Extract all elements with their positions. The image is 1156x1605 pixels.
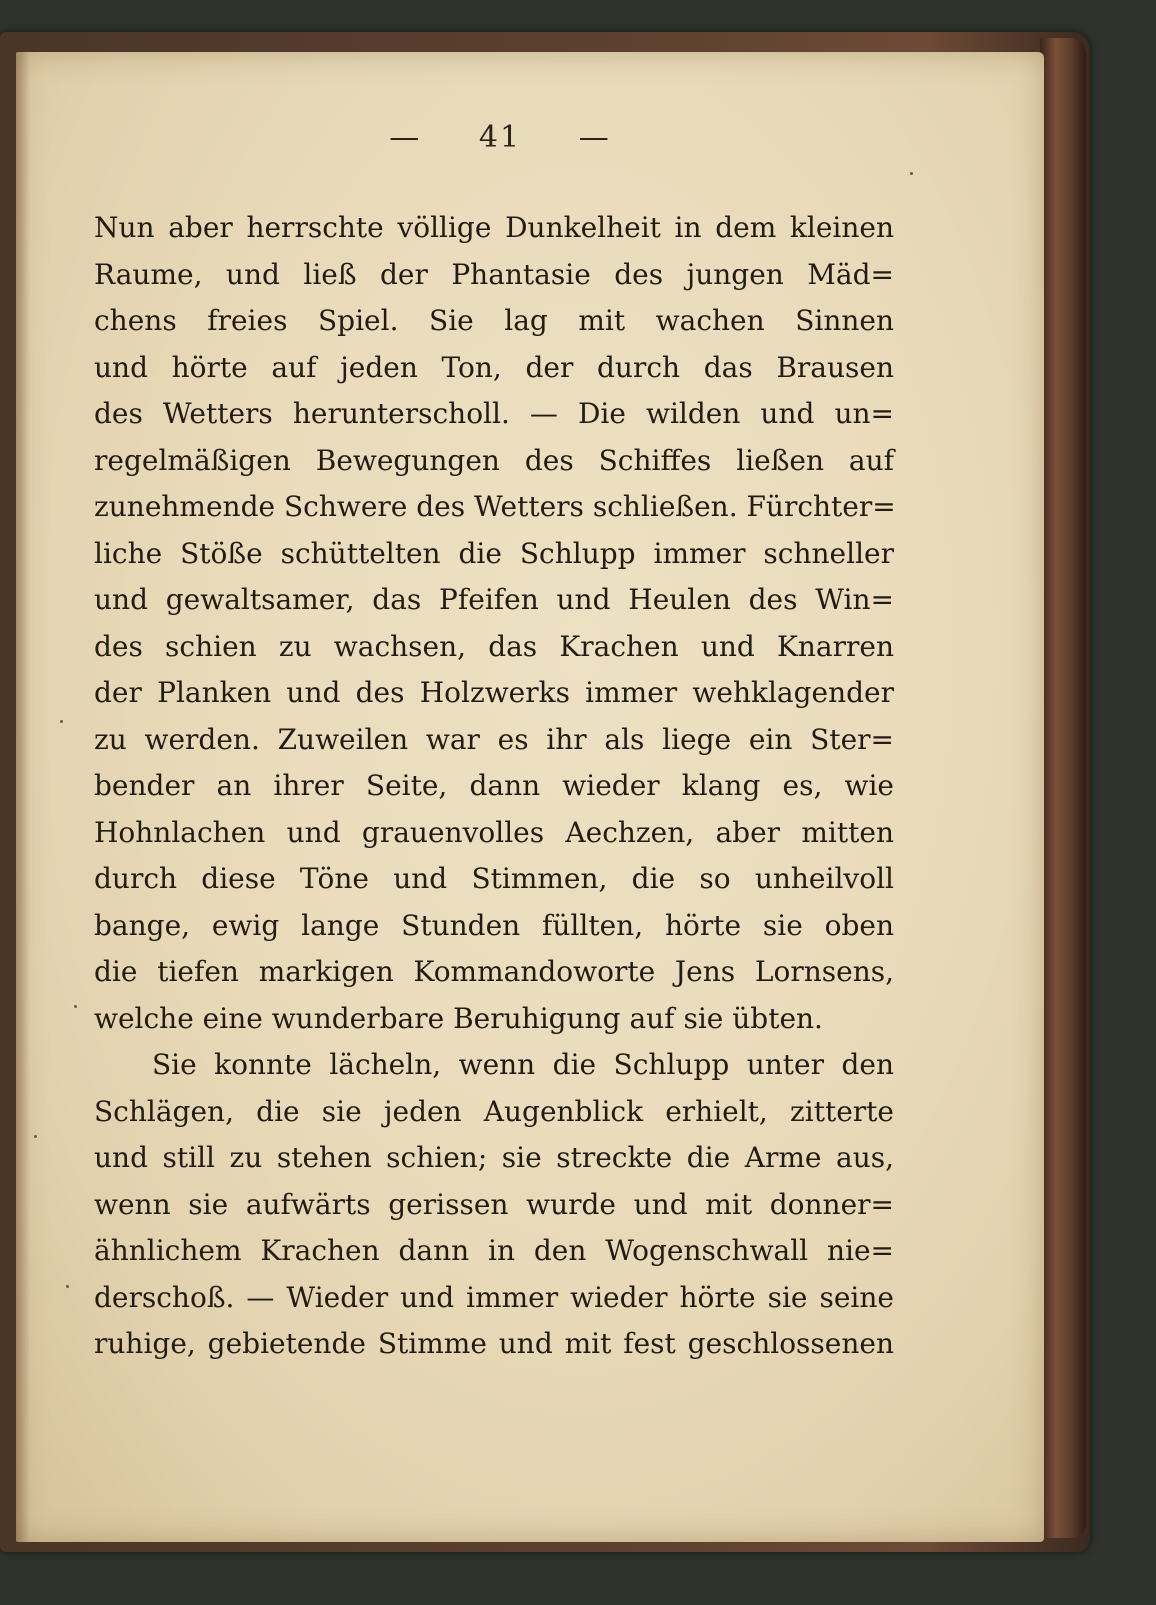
page-header xyxy=(0,120,1000,155)
page-spine-shadow xyxy=(16,52,30,1542)
text-line: und still zu stehen schien; sie streckte die Arme aus, xyxy=(94,1141,894,1174)
text-line: und gewaltsamer, das Pfeifen und Heulen des Win= xyxy=(94,583,894,616)
text-line: Schlägen, die sie jeden Augenblick erhielt, zitterte xyxy=(94,1094,894,1128)
header-dash-right: — xyxy=(578,120,611,155)
book-cover-edge xyxy=(1040,38,1086,1538)
text-line: derschoß. — Wieder und immer wieder hörte sie seine xyxy=(94,1280,894,1314)
text-line: zunehmende Schwere des Wetters schließen. Fürchter= xyxy=(94,490,896,523)
text-line: liche Stöße schüttelten die Schlupp immer schneller xyxy=(94,536,894,570)
text-line: regelmäßigen Bewegungen des Schiffes ließen auf xyxy=(94,443,894,477)
paper-speck xyxy=(60,720,63,723)
text-line: Hohnlachen und grauenvolles Aechzen, aber mitten xyxy=(94,815,894,849)
text-line: durch diese Töne und Stimmen, die so unheilvoll xyxy=(94,862,894,895)
header-dash-left: — xyxy=(389,120,422,155)
text-line: und hörte auf jeden Ton, der durch das Brausen xyxy=(94,350,894,384)
text-line: des schien zu wachsen, das Krachen und Knarren xyxy=(94,629,894,663)
text-line: zu werden. Zuweilen war es ihr als liege ein Ster= xyxy=(94,722,894,756)
text-line: bender an ihrer Seite, dann wieder klang es, wie xyxy=(94,769,894,802)
text-line: Nun aber herrschte völlige Dunkelheit in dem kleinen xyxy=(94,211,894,244)
text-line: der Planken und des Holzwerks immer wehklagender xyxy=(94,676,894,709)
text-line: welche eine wunderbare Beruhigung auf sie übten. xyxy=(94,1001,823,1035)
page-number: 41 xyxy=(478,120,522,155)
body-text xyxy=(94,205,894,1368)
text-line: Sie konnte lächeln, wenn die Schlupp unter den xyxy=(152,1048,894,1081)
text-line: ruhige, gebietende Stimme und mit fest geschlossenen xyxy=(94,1327,894,1360)
text-line: Raume, und ließ der Phantasie des jungen Mäd= xyxy=(94,257,894,291)
text-line: bange, ewig lange Stunden füllten, hörte sie oben xyxy=(94,908,894,942)
text-line: ähnlichem Krachen dann in den Wogenschwall nie= xyxy=(94,1234,894,1267)
paper-speck xyxy=(910,172,913,175)
paper-speck xyxy=(66,1285,69,1288)
paper-speck xyxy=(34,1135,37,1138)
text-line: wenn sie aufwärts gerissen wurde und mit donner= xyxy=(94,1187,894,1221)
text-line: des Wetters herunterscholl. — Die wilden und un= xyxy=(94,397,894,430)
text-line: chens freies Spiel. Sie lag mit wachen Sinnen xyxy=(94,304,894,337)
paper-speck xyxy=(74,1005,77,1008)
text-line: die tiefen markigen Kommandoworte Jens Lornsens, xyxy=(94,955,894,988)
